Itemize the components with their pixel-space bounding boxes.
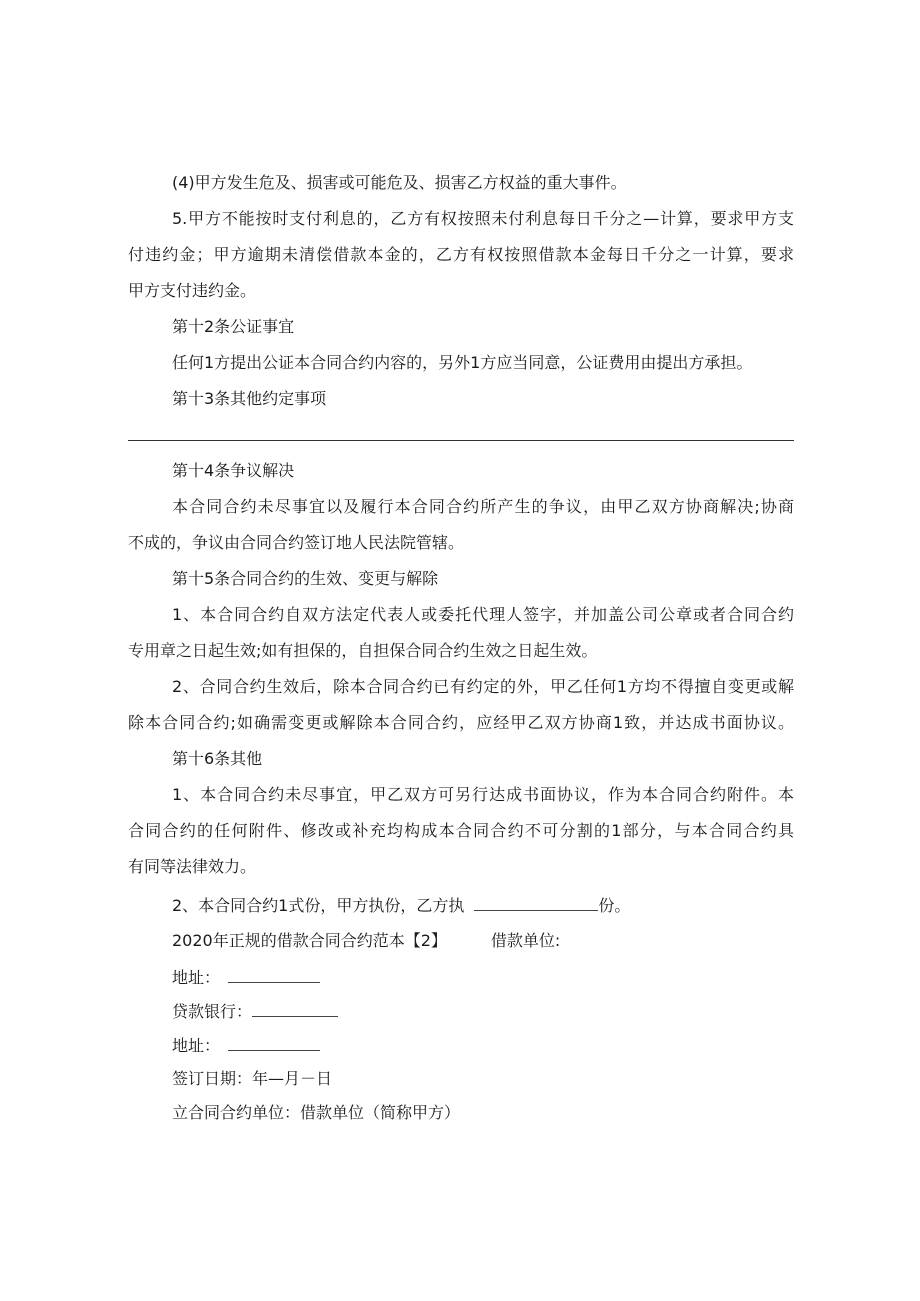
clause-text: 有同等法律效力。 — [128, 857, 257, 876]
clause-text: 专用章之日起生效;如有担保的，自担保合同合约生效之日起生效。 — [128, 641, 598, 660]
section-heading: 第十5条合同合约的生效、变更与解除 — [172, 569, 439, 588]
template-title-line — [172, 930, 560, 952]
bank-line — [172, 1000, 338, 1023]
copies-unit: 份。 — [598, 896, 631, 915]
signing-date: 签订日期：年—月－日 — [172, 1069, 333, 1088]
clause-text: 不成的，争议由合同合约签订地人民法院管辖。 — [128, 533, 465, 552]
clause-text: 除本合同合约;如确需变更或解除本合同合约，应经甲乙双方协商1致，并达成书面协议。 — [128, 713, 794, 732]
section-heading: 第十3条其他约定事项 — [172, 389, 327, 408]
clause-text: 任何1方提出公证本合同合约内容的，另外1方应当同意，公证费用由提出方承担。 — [172, 353, 753, 372]
clause-text: 1、本合同合约未尽事宜，甲乙双方可另行达成书面协议，作为本合同合约附件。本 — [172, 785, 794, 804]
address-label-2: 地址： — [172, 1036, 221, 1055]
divider-line — [128, 440, 794, 441]
clause-text: (4)甲方发生危及、损害或可能危及、损害乙方权益的重大事件。 — [172, 173, 627, 192]
clause-text: 2、合同合约生效后，除本合同合约已有约定的外，甲乙任何1方均不得擅自变更或解 — [172, 677, 794, 696]
clause-text: 1、本合同合约自双方法定代表人或委托代理人签字，并加盖公司公章或者合同合约 — [172, 605, 794, 624]
clause-text: 甲方支付违约金。 — [128, 281, 257, 300]
bank-label: 贷款银行： — [172, 1002, 253, 1021]
copies-line — [172, 894, 630, 917]
address-blank — [228, 966, 320, 983]
section-heading: 第十2条公证事宜 — [172, 317, 295, 336]
address-blank-2 — [228, 1034, 320, 1051]
address-line-2 — [172, 1034, 320, 1057]
address-line — [172, 966, 320, 989]
borrower-label: 借款单位: — [490, 931, 561, 950]
clause-text: 合同合约的任何附件、修改或补充均构成本合同合约不可分割的1部分，与本合同合约具 — [128, 821, 794, 840]
clause-text: 5.甲方不能按时支付利息的，乙方有权按照未付利息每日千分之—计算，要求甲方支 — [172, 209, 794, 228]
clause-text: 付违约金；甲方逾期未清偿借款本金的，乙方有权按照借款本金每日千分之一计算，要求 — [128, 245, 794, 264]
address-label: 地址： — [172, 968, 221, 987]
section-heading: 第十6条其他 — [172, 749, 263, 768]
clause-text: 本合同合约未尽事宜以及履行本合同合约所产生的争议，由甲乙双方协商解决;协商 — [172, 497, 794, 516]
copies-text: 2、本合同合约1式份，甲方执份，乙方执 — [172, 896, 465, 915]
contracting-party: 立合同合约单位：借款单位（简称甲方） — [172, 1103, 461, 1122]
bank-blank — [252, 1000, 338, 1017]
copies-blank — [474, 894, 598, 911]
template-title: 2020年正规的借款合同合约范本【2】 — [172, 931, 447, 950]
section-heading: 第十4条争议解决 — [172, 461, 295, 480]
